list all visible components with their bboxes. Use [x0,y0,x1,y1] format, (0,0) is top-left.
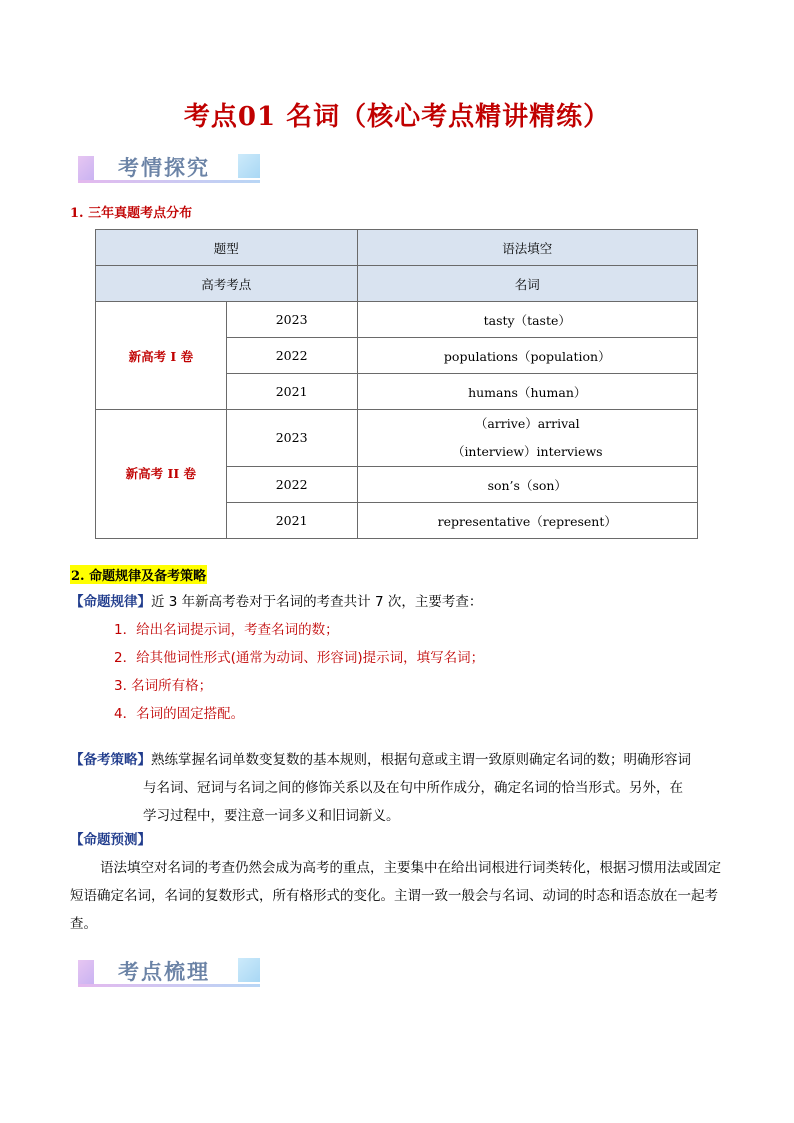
year-cell: 2022 [226,338,357,374]
predict-paragraph: 语法填空对名词的考查仍然会成为高考的重点，主要集中在给出词根进行词类转化，根据习惯用法或固定短语确定名词，名词的复数形式，所有格形式的变化。主谓一致一般会与名词、动词的时态和语态放在一起考查。 [70,860,721,932]
exam-distribution-table [95,229,698,539]
header-point-value: 名词 [357,266,697,302]
section-title-exam: 考情探究 [118,156,210,180]
rule-label: 【命题规律】 [70,594,151,610]
answer-line: （interview）interviews [451,444,603,459]
distribution-heading: 1. 三年真题考点分布 [70,206,193,221]
year-cell: 2021 [226,374,357,410]
predict-label: 【命题预测】 [70,832,151,848]
rule-text: 近 3 年新高考卷对于名词的考查共计 7 次，主要考查： [151,594,483,610]
rule-paragraph [70,588,482,616]
year-cell: 2023 [226,302,357,338]
header-type-label: 题型 [96,230,358,266]
year-cell: 2022 [226,467,357,503]
predict-heading [70,826,151,854]
table-header-row [96,230,698,266]
rule-item: 4．名词的固定搭配。 [114,706,245,722]
answer-cell: humans（human） [357,374,697,410]
strategy-label: 【备考策略】 [70,752,151,768]
banner-decoration-left [78,156,94,180]
answer-cell: tasty（taste） [357,302,697,338]
year-cell: 2021 [226,503,357,539]
table-row [96,302,698,338]
section-banner-review [78,956,268,992]
table-header-row [96,266,698,302]
strategy-heading: 2. 命题规律及备考策略 [70,565,207,584]
answer-cell: son’s（son） [357,467,697,503]
rule-item: 2．给其他词性形式(通常为动词、形容词)提示词，填写名词； [114,650,485,666]
answer-cell [357,410,697,467]
answer-cell: representative（represent） [357,503,697,539]
volume-name: 新高考 II 卷 [96,410,227,539]
header-point-label: 高考考点 [96,266,358,302]
year-cell: 2023 [226,410,357,467]
table-row [96,410,698,467]
strategy-line: 学习过程中，要注意一词多义和旧词新义。 [143,808,400,824]
volume-name: 新高考 I 卷 [96,302,227,410]
section-banner-exam [78,152,268,188]
page-title: 考点01 名词（核心考点精讲精练） [183,102,611,132]
answer-cell: populations（population） [357,338,697,374]
banner-decoration-right [238,154,260,178]
banner-decoration-right [238,958,260,982]
rule-item: 1．给出名词提示词，考查名词的数； [114,622,339,638]
answer-line: （arrive）arrival [474,416,580,431]
banner-decoration-left [78,960,94,984]
strategy-line: 与名词、冠词与名词之间的修饰关系以及在句中所作成分，确定名词的恰当形式。另外，在 [143,780,683,796]
header-type-value: 语法填空 [357,230,697,266]
rule-item: 3. 名词所有格； [114,678,213,694]
strategy-paragraph [70,746,730,830]
strategy-line: 熟练掌握名词单数变复数的基本规则，根据句意或主谓一致原则确定名词的数；明确形容词 [151,752,691,768]
section-title-review: 考点梳理 [118,960,210,984]
